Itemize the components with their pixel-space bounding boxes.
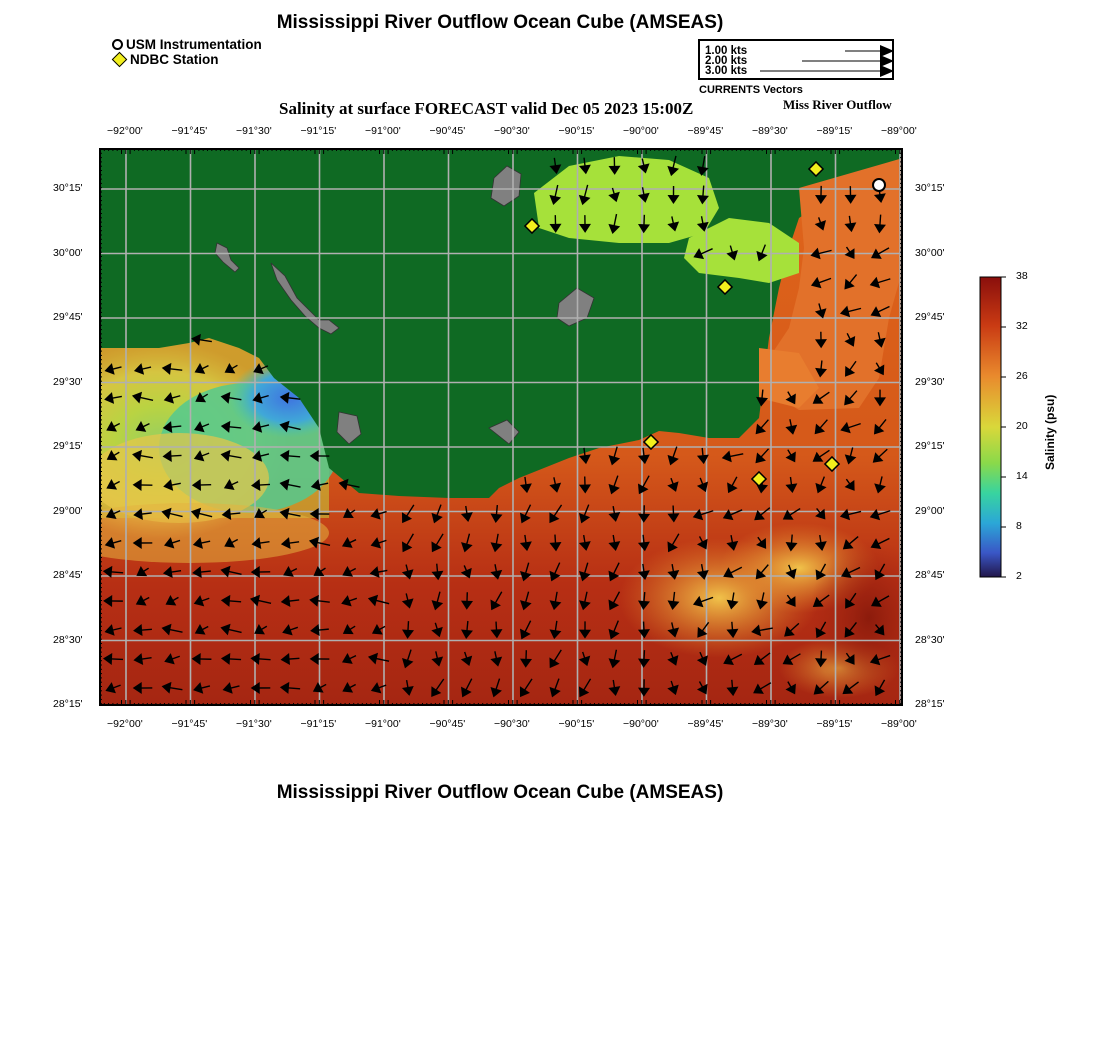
- lon-label-bottom: −89°45': [687, 718, 724, 730]
- lat-label-left: 28°45': [53, 569, 83, 581]
- lon-label-top: −89°00': [881, 125, 917, 137]
- lat-label-right: 29°00': [915, 504, 945, 517]
- lon-label-bottom: −89°15': [816, 718, 853, 730]
- lon-label-bottom: −89°30': [752, 718, 788, 730]
- lon-label-top: −90°30': [494, 125, 530, 137]
- legend-ndbc-label: NDBC Station: [130, 52, 219, 67]
- colorbar-tick-label: 8: [1016, 520, 1022, 532]
- lat-label-right: 28°15': [915, 698, 945, 710]
- vector-label-1: 1.00 kts: [705, 45, 748, 57]
- usm-instrument-icon: [873, 179, 885, 191]
- salinity-map: [99, 148, 903, 706]
- lon-label-bottom: −89°00': [881, 718, 917, 730]
- lon-label-bottom: −91°30': [236, 718, 272, 730]
- vector-scale-arrows: [700, 41, 892, 78]
- ndbc-diamond-icon: [112, 52, 128, 68]
- lat-label-left: 29°15': [53, 440, 83, 452]
- map-subtitle: Miss River Outflow: [783, 97, 892, 112]
- arrow-icon: [880, 45, 892, 57]
- colorbar-tick-label: 2: [1016, 570, 1022, 582]
- lon-label-bottom: −90°30': [494, 718, 530, 730]
- lat-label-left: 29°00': [53, 504, 83, 517]
- salinity-colorbar: [975, 272, 1045, 582]
- page-title: Mississippi River Outflow Ocean Cube (AMSEAS): [276, 12, 724, 33]
- usm-circle-icon: [112, 39, 123, 50]
- lat-label-right: 28°30': [915, 633, 945, 646]
- lon-label-top: −89°45': [687, 125, 724, 137]
- lon-label-top: −89°30': [752, 125, 788, 137]
- lon-label-bottom: −90°15': [558, 718, 595, 730]
- vector-label-3: 3.00 kts: [705, 65, 748, 77]
- lon-label-top: −92°00': [107, 125, 143, 137]
- lon-label-bottom: −90°45': [429, 718, 466, 730]
- legend-ndbc: [112, 52, 219, 67]
- lat-label-left: 29°30': [53, 375, 83, 388]
- colorbar-title: Salinity (psu): [1043, 394, 1057, 470]
- lon-label-top: −90°45': [429, 125, 466, 137]
- arrow-icon: [880, 55, 892, 67]
- legend-usm-label: USM Instrumentation: [126, 37, 262, 52]
- lat-label-left: 28°15': [53, 698, 83, 710]
- colorbar-tick-label: 14: [1016, 470, 1028, 482]
- lat-label-left: 30°00': [53, 246, 83, 259]
- lon-label-top: −90°15': [558, 125, 595, 137]
- lat-label-right: 30°15': [915, 182, 945, 194]
- legend-usm: [112, 37, 262, 52]
- page-title-2: Mississippi River Outflow Ocean Cube (AMSEAS): [276, 782, 724, 803]
- lat-label-right: 29°30': [915, 375, 945, 388]
- lon-label-bottom: −92°00': [107, 718, 143, 730]
- lon-label-bottom: −90°00': [623, 718, 659, 730]
- lat-label-left: 29°45': [53, 311, 83, 323]
- vector-label-2: 2.00 kts: [705, 55, 748, 67]
- vector-scale-box: [698, 39, 894, 80]
- lon-label-top: −91°00': [365, 125, 401, 137]
- lat-label-right: 29°15': [915, 440, 945, 452]
- lat-label-left: 28°30': [53, 633, 83, 646]
- vector-caption: CURRENTS Vectors: [699, 84, 803, 96]
- lon-label-bottom: −91°15': [300, 718, 337, 730]
- lon-label-top: −89°15': [816, 125, 853, 137]
- lon-label-top: −91°45': [171, 125, 208, 137]
- map-title: Salinity at surface FORECAST valid Dec 05 2023 15:00Z: [279, 99, 694, 118]
- lat-label-left: 30°15': [53, 182, 83, 194]
- lon-label-top: −91°15': [300, 125, 337, 137]
- lat-label-right: 30°00': [915, 246, 945, 259]
- colorbar-tick-label: 32: [1016, 320, 1028, 332]
- lon-label-top: −91°30': [236, 125, 272, 137]
- colorbar-tick-label: 26: [1016, 370, 1028, 382]
- lon-label-bottom: −91°00': [365, 718, 401, 730]
- lat-label-right: 29°45': [915, 311, 945, 323]
- colorbar-tick-label: 20: [1016, 420, 1028, 432]
- lat-label-right: 28°45': [915, 569, 945, 581]
- colorbar-tick-label: 38: [1016, 270, 1028, 282]
- lon-label-bottom: −91°45': [171, 718, 208, 730]
- lon-label-top: −90°00': [623, 125, 659, 137]
- arrow-icon: [880, 65, 892, 77]
